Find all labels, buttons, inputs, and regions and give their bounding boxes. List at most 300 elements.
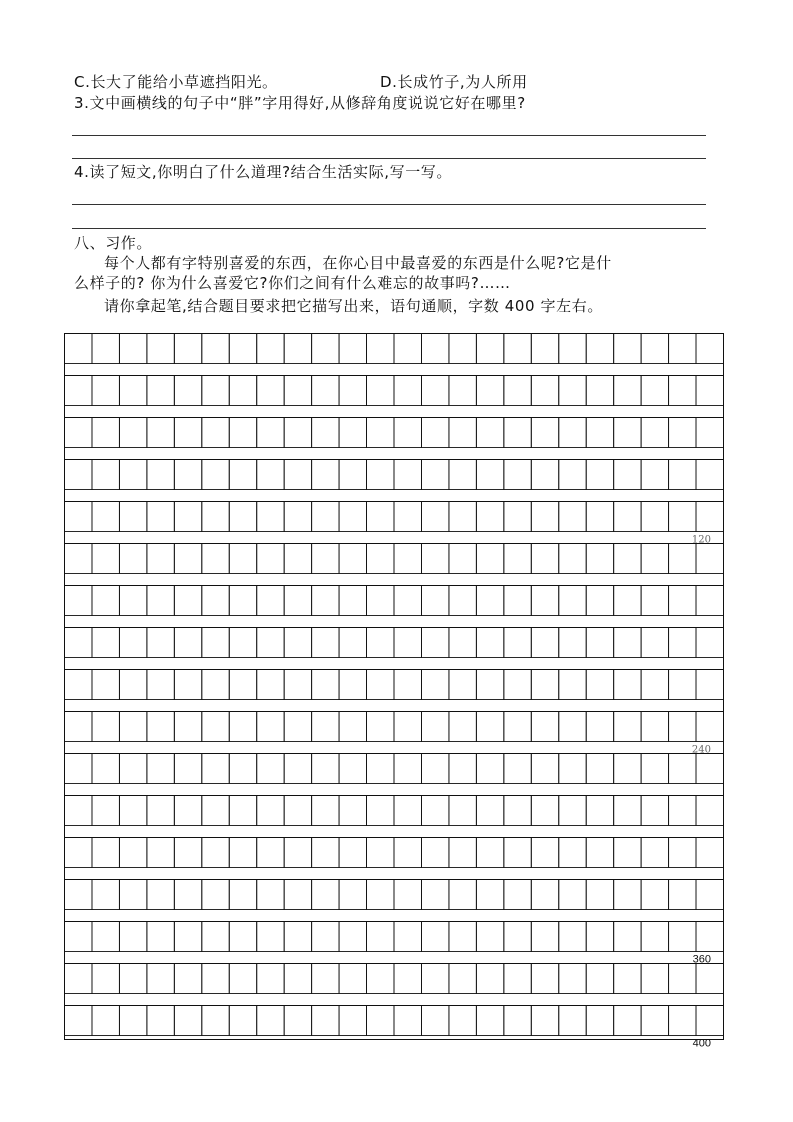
grid-row[interactable] xyxy=(65,880,724,910)
grid-cell[interactable] xyxy=(339,712,366,742)
grid-cell[interactable] xyxy=(339,670,366,700)
grid-cell[interactable] xyxy=(257,502,284,532)
grid-cell[interactable] xyxy=(421,334,448,364)
grid-cell[interactable] xyxy=(65,628,92,658)
grid-cell[interactable] xyxy=(614,628,641,658)
grid-cell[interactable] xyxy=(65,460,92,490)
grid-cell[interactable] xyxy=(421,796,448,826)
grid-cell[interactable] xyxy=(202,880,229,910)
grid-cell[interactable] xyxy=(449,418,476,448)
grid-cell[interactable] xyxy=(504,712,531,742)
grid-cell[interactable] xyxy=(669,628,696,658)
grid-cell[interactable] xyxy=(174,544,201,574)
grid-cell[interactable] xyxy=(421,418,448,448)
grid-cell[interactable] xyxy=(367,586,394,616)
grid-cell[interactable] xyxy=(119,502,146,532)
grid-cell[interactable] xyxy=(284,796,311,826)
grid-cell[interactable] xyxy=(476,376,503,406)
grid-cell[interactable] xyxy=(284,964,311,994)
grid-cell[interactable] xyxy=(559,418,586,448)
grid-cell[interactable] xyxy=(614,670,641,700)
grid-cell[interactable] xyxy=(257,754,284,784)
grid-cell[interactable] xyxy=(257,544,284,574)
grid-cell[interactable] xyxy=(559,796,586,826)
grid-row[interactable] xyxy=(65,628,724,658)
grid-cell[interactable] xyxy=(174,880,201,910)
grid-cell[interactable] xyxy=(586,334,613,364)
grid-cell[interactable] xyxy=(641,754,668,784)
grid-cell[interactable] xyxy=(449,964,476,994)
grid-cell[interactable] xyxy=(449,376,476,406)
grid-cell[interactable] xyxy=(696,712,723,742)
grid-cell[interactable] xyxy=(531,418,558,448)
grid-cell[interactable] xyxy=(531,628,558,658)
grid-cell[interactable] xyxy=(202,712,229,742)
grid-cell[interactable] xyxy=(394,880,421,910)
grid-cell[interactable] xyxy=(284,334,311,364)
grid-cell[interactable] xyxy=(312,418,339,448)
grid-cell[interactable] xyxy=(641,628,668,658)
grid-cell[interactable] xyxy=(174,964,201,994)
answer-line-q3-2[interactable] xyxy=(72,158,706,159)
grid-cell[interactable] xyxy=(586,880,613,910)
grid-cell[interactable] xyxy=(257,586,284,616)
grid-cell[interactable] xyxy=(394,628,421,658)
grid-cell[interactable] xyxy=(696,670,723,700)
grid-cell[interactable] xyxy=(147,502,174,532)
grid-cell[interactable] xyxy=(449,334,476,364)
grid-cell[interactable] xyxy=(119,712,146,742)
grid-cell[interactable] xyxy=(504,1006,531,1036)
grid-cell[interactable] xyxy=(614,754,641,784)
grid-cell[interactable] xyxy=(367,712,394,742)
grid-cell[interactable] xyxy=(257,712,284,742)
grid-row[interactable] xyxy=(65,964,724,994)
grid-cell[interactable] xyxy=(696,964,723,994)
grid-cell[interactable] xyxy=(92,544,119,574)
grid-cell[interactable] xyxy=(367,628,394,658)
grid-cell[interactable] xyxy=(92,586,119,616)
grid-cell[interactable] xyxy=(229,670,256,700)
grid-cell[interactable] xyxy=(202,922,229,952)
grid-cell[interactable] xyxy=(504,922,531,952)
grid-cell[interactable] xyxy=(504,796,531,826)
grid-cell[interactable] xyxy=(394,964,421,994)
grid-cell[interactable] xyxy=(257,418,284,448)
grid-cell[interactable] xyxy=(476,922,503,952)
grid-cell[interactable] xyxy=(614,544,641,574)
grid-cell[interactable] xyxy=(586,796,613,826)
grid-cell[interactable] xyxy=(669,796,696,826)
grid-cell[interactable] xyxy=(476,670,503,700)
grid-row[interactable] xyxy=(65,1006,724,1036)
grid-cell[interactable] xyxy=(476,1006,503,1036)
grid-cell[interactable] xyxy=(559,376,586,406)
grid-cell[interactable] xyxy=(696,460,723,490)
grid-cell[interactable] xyxy=(229,502,256,532)
grid-cell[interactable] xyxy=(449,460,476,490)
grid-cell[interactable] xyxy=(476,586,503,616)
grid-cell[interactable] xyxy=(449,754,476,784)
grid-cell[interactable] xyxy=(229,376,256,406)
grid-cell[interactable] xyxy=(669,880,696,910)
grid-cell[interactable] xyxy=(202,334,229,364)
grid-cell[interactable] xyxy=(696,922,723,952)
grid-cell[interactable] xyxy=(339,418,366,448)
grid-cell[interactable] xyxy=(696,502,723,532)
grid-cell[interactable] xyxy=(367,838,394,868)
grid-cell[interactable] xyxy=(229,796,256,826)
grid-cell[interactable] xyxy=(669,712,696,742)
grid-cell[interactable] xyxy=(284,502,311,532)
grid-cell[interactable] xyxy=(257,796,284,826)
grid-cell[interactable] xyxy=(586,922,613,952)
grid-row[interactable] xyxy=(65,460,724,490)
grid-cell[interactable] xyxy=(696,838,723,868)
grid-cell[interactable] xyxy=(147,334,174,364)
grid-cell[interactable] xyxy=(174,838,201,868)
grid-cell[interactable] xyxy=(586,1006,613,1036)
grid-cell[interactable] xyxy=(394,334,421,364)
grid-cell[interactable] xyxy=(119,964,146,994)
grid-cell[interactable] xyxy=(284,922,311,952)
grid-row[interactable] xyxy=(65,922,724,952)
grid-cell[interactable] xyxy=(339,1006,366,1036)
grid-cell[interactable] xyxy=(174,334,201,364)
grid-cell[interactable] xyxy=(394,670,421,700)
grid-cell[interactable] xyxy=(202,460,229,490)
grid-cell[interactable] xyxy=(92,334,119,364)
grid-cell[interactable] xyxy=(312,712,339,742)
grid-row[interactable] xyxy=(65,502,724,532)
grid-row[interactable] xyxy=(65,418,724,448)
grid-cell[interactable] xyxy=(174,1006,201,1036)
grid-cell[interactable] xyxy=(531,334,558,364)
grid-cell[interactable] xyxy=(119,880,146,910)
grid-cell[interactable] xyxy=(586,838,613,868)
grid-cell[interactable] xyxy=(696,376,723,406)
grid-cell[interactable] xyxy=(202,502,229,532)
grid-cell[interactable] xyxy=(229,418,256,448)
grid-cell[interactable] xyxy=(65,796,92,826)
grid-cell[interactable] xyxy=(202,418,229,448)
grid-cell[interactable] xyxy=(119,586,146,616)
grid-cell[interactable] xyxy=(421,1006,448,1036)
grid-cell[interactable] xyxy=(229,880,256,910)
grid-cell[interactable] xyxy=(449,838,476,868)
grid-cell[interactable] xyxy=(147,460,174,490)
grid-cell[interactable] xyxy=(586,964,613,994)
grid-cell[interactable] xyxy=(394,754,421,784)
grid-cell[interactable] xyxy=(669,544,696,574)
grid-cell[interactable] xyxy=(614,796,641,826)
grid-cell[interactable] xyxy=(229,586,256,616)
grid-cell[interactable] xyxy=(669,1006,696,1036)
grid-cell[interactable] xyxy=(394,460,421,490)
grid-cell[interactable] xyxy=(312,460,339,490)
grid-cell[interactable] xyxy=(476,628,503,658)
grid-cell[interactable] xyxy=(504,460,531,490)
grid-cell[interactable] xyxy=(586,502,613,532)
grid-cell[interactable] xyxy=(394,586,421,616)
grid-cell[interactable] xyxy=(586,754,613,784)
grid-cell[interactable] xyxy=(229,334,256,364)
grid-cell[interactable] xyxy=(174,586,201,616)
grid-cell[interactable] xyxy=(229,754,256,784)
writing-grid[interactable] xyxy=(64,333,724,1050)
grid-cell[interactable] xyxy=(284,838,311,868)
grid-cell[interactable] xyxy=(421,922,448,952)
grid-row[interactable] xyxy=(65,670,724,700)
grid-row[interactable] xyxy=(65,376,724,406)
writing-grid-svg[interactable] xyxy=(64,333,724,1050)
grid-cell[interactable] xyxy=(174,670,201,700)
grid-cell[interactable] xyxy=(119,334,146,364)
grid-cell[interactable] xyxy=(421,838,448,868)
grid-cell[interactable] xyxy=(476,712,503,742)
grid-cell[interactable] xyxy=(312,922,339,952)
grid-cell[interactable] xyxy=(394,418,421,448)
grid-cell[interactable] xyxy=(476,838,503,868)
grid-cell[interactable] xyxy=(119,376,146,406)
grid-cell[interactable] xyxy=(614,712,641,742)
grid-cell[interactable] xyxy=(65,712,92,742)
grid-cell[interactable] xyxy=(394,796,421,826)
grid-cell[interactable] xyxy=(119,418,146,448)
grid-cell[interactable] xyxy=(449,796,476,826)
grid-cell[interactable] xyxy=(531,376,558,406)
grid-cell[interactable] xyxy=(229,1006,256,1036)
grid-cell[interactable] xyxy=(476,796,503,826)
grid-cell[interactable] xyxy=(696,586,723,616)
grid-cell[interactable] xyxy=(119,670,146,700)
grid-cell[interactable] xyxy=(641,1006,668,1036)
grid-cell[interactable] xyxy=(92,880,119,910)
grid-cell[interactable] xyxy=(257,376,284,406)
grid-cell[interactable] xyxy=(394,712,421,742)
grid-cell[interactable] xyxy=(312,544,339,574)
grid-cell[interactable] xyxy=(284,670,311,700)
grid-cell[interactable] xyxy=(92,796,119,826)
grid-cell[interactable] xyxy=(559,460,586,490)
grid-row[interactable] xyxy=(65,754,724,784)
grid-cell[interactable] xyxy=(504,670,531,700)
grid-row[interactable] xyxy=(65,334,724,364)
grid-cell[interactable] xyxy=(669,460,696,490)
grid-cell[interactable] xyxy=(202,628,229,658)
grid-cell[interactable] xyxy=(202,544,229,574)
grid-cell[interactable] xyxy=(614,964,641,994)
grid-cell[interactable] xyxy=(531,670,558,700)
grid-cell[interactable] xyxy=(92,376,119,406)
grid-cell[interactable] xyxy=(367,460,394,490)
grid-cell[interactable] xyxy=(367,418,394,448)
grid-cell[interactable] xyxy=(312,334,339,364)
grid-cell[interactable] xyxy=(641,922,668,952)
grid-cell[interactable] xyxy=(559,334,586,364)
grid-cell[interactable] xyxy=(476,544,503,574)
grid-cell[interactable] xyxy=(614,1006,641,1036)
grid-cell[interactable] xyxy=(559,964,586,994)
grid-cell[interactable] xyxy=(641,460,668,490)
grid-cell[interactable] xyxy=(531,1006,558,1036)
grid-cell[interactable] xyxy=(531,502,558,532)
grid-cell[interactable] xyxy=(367,376,394,406)
grid-cell[interactable] xyxy=(92,712,119,742)
grid-cell[interactable] xyxy=(614,586,641,616)
grid-cell[interactable] xyxy=(202,796,229,826)
grid-cell[interactable] xyxy=(449,586,476,616)
grid-cell[interactable] xyxy=(614,376,641,406)
grid-cell[interactable] xyxy=(669,754,696,784)
grid-cell[interactable] xyxy=(696,544,723,574)
grid-cell[interactable] xyxy=(641,586,668,616)
grid-row[interactable] xyxy=(65,712,724,742)
grid-cell[interactable] xyxy=(641,838,668,868)
grid-cell[interactable] xyxy=(531,838,558,868)
grid-cell[interactable] xyxy=(641,670,668,700)
grid-cell[interactable] xyxy=(504,334,531,364)
grid-cell[interactable] xyxy=(641,376,668,406)
grid-cell[interactable] xyxy=(586,712,613,742)
grid-cell[interactable] xyxy=(339,754,366,784)
grid-cell[interactable] xyxy=(367,1006,394,1036)
grid-cell[interactable] xyxy=(92,460,119,490)
grid-cell[interactable] xyxy=(394,838,421,868)
grid-cell[interactable] xyxy=(559,502,586,532)
grid-cell[interactable] xyxy=(696,418,723,448)
grid-cell[interactable] xyxy=(65,586,92,616)
grid-cell[interactable] xyxy=(641,334,668,364)
grid-cell[interactable] xyxy=(421,880,448,910)
grid-cell[interactable] xyxy=(641,502,668,532)
grid-cell[interactable] xyxy=(531,712,558,742)
grid-cell[interactable] xyxy=(367,502,394,532)
grid-cell[interactable] xyxy=(421,628,448,658)
grid-cell[interactable] xyxy=(476,754,503,784)
grid-cell[interactable] xyxy=(147,670,174,700)
grid-cell[interactable] xyxy=(586,670,613,700)
grid-cell[interactable] xyxy=(449,544,476,574)
grid-row[interactable] xyxy=(65,544,724,574)
grid-cell[interactable] xyxy=(394,1006,421,1036)
grid-cell[interactable] xyxy=(449,922,476,952)
grid-cell[interactable] xyxy=(449,670,476,700)
grid-cell[interactable] xyxy=(284,754,311,784)
grid-cell[interactable] xyxy=(147,796,174,826)
grid-cell[interactable] xyxy=(202,1006,229,1036)
grid-cell[interactable] xyxy=(504,418,531,448)
grid-cell[interactable] xyxy=(92,922,119,952)
grid-cell[interactable] xyxy=(65,1006,92,1036)
grid-cell[interactable] xyxy=(284,460,311,490)
grid-cell[interactable] xyxy=(421,586,448,616)
grid-cell[interactable] xyxy=(614,922,641,952)
grid-cell[interactable] xyxy=(174,922,201,952)
grid-row[interactable] xyxy=(65,586,724,616)
grid-cell[interactable] xyxy=(586,460,613,490)
grid-cell[interactable] xyxy=(339,334,366,364)
grid-cell[interactable] xyxy=(229,922,256,952)
grid-cell[interactable] xyxy=(339,880,366,910)
grid-row[interactable] xyxy=(65,838,724,868)
grid-cell[interactable] xyxy=(65,754,92,784)
grid-cell[interactable] xyxy=(449,712,476,742)
answer-line-q4-1[interactable] xyxy=(72,204,706,205)
grid-cell[interactable] xyxy=(339,586,366,616)
grid-cell[interactable] xyxy=(65,544,92,574)
grid-cell[interactable] xyxy=(92,754,119,784)
grid-cell[interactable] xyxy=(257,1006,284,1036)
grid-cell[interactable] xyxy=(147,712,174,742)
grid-cell[interactable] xyxy=(614,460,641,490)
grid-cell[interactable] xyxy=(504,964,531,994)
grid-cell[interactable] xyxy=(669,586,696,616)
grid-cell[interactable] xyxy=(421,544,448,574)
grid-cell[interactable] xyxy=(65,922,92,952)
grid-cell[interactable] xyxy=(174,712,201,742)
grid-cell[interactable] xyxy=(147,964,174,994)
grid-cell[interactable] xyxy=(92,502,119,532)
grid-cell[interactable] xyxy=(696,1006,723,1036)
grid-cell[interactable] xyxy=(257,922,284,952)
grid-cell[interactable] xyxy=(119,922,146,952)
grid-cell[interactable] xyxy=(476,502,503,532)
grid-cell[interactable] xyxy=(531,922,558,952)
grid-cell[interactable] xyxy=(174,628,201,658)
grid-cell[interactable] xyxy=(449,628,476,658)
grid-cell[interactable] xyxy=(504,502,531,532)
grid-cell[interactable] xyxy=(119,838,146,868)
grid-cell[interactable] xyxy=(312,376,339,406)
grid-cell[interactable] xyxy=(119,460,146,490)
grid-cell[interactable] xyxy=(312,754,339,784)
grid-cell[interactable] xyxy=(531,754,558,784)
grid-cell[interactable] xyxy=(394,376,421,406)
grid-cell[interactable] xyxy=(504,376,531,406)
grid-cell[interactable] xyxy=(339,922,366,952)
grid-cell[interactable] xyxy=(119,544,146,574)
grid-cell[interactable] xyxy=(147,838,174,868)
grid-cell[interactable] xyxy=(284,544,311,574)
grid-cell[interactable] xyxy=(65,964,92,994)
grid-cell[interactable] xyxy=(614,334,641,364)
grid-cell[interactable] xyxy=(65,502,92,532)
grid-cell[interactable] xyxy=(174,376,201,406)
grid-cell[interactable] xyxy=(202,586,229,616)
grid-cell[interactable] xyxy=(119,1006,146,1036)
grid-cell[interactable] xyxy=(421,670,448,700)
grid-cell[interactable] xyxy=(531,544,558,574)
grid-cell[interactable] xyxy=(449,1006,476,1036)
grid-cell[interactable] xyxy=(421,712,448,742)
grid-row[interactable] xyxy=(65,796,724,826)
grid-cell[interactable] xyxy=(367,754,394,784)
grid-cell[interactable] xyxy=(119,796,146,826)
answer-line-q3-1[interactable] xyxy=(72,135,706,136)
grid-cell[interactable] xyxy=(147,922,174,952)
grid-cell[interactable] xyxy=(614,502,641,532)
grid-cell[interactable] xyxy=(394,544,421,574)
grid-cell[interactable] xyxy=(669,502,696,532)
grid-cell[interactable] xyxy=(257,628,284,658)
grid-cell[interactable] xyxy=(696,796,723,826)
grid-cell[interactable] xyxy=(504,754,531,784)
grid-cell[interactable] xyxy=(147,418,174,448)
grid-cell[interactable] xyxy=(202,754,229,784)
grid-cell[interactable] xyxy=(147,376,174,406)
grid-cell[interactable] xyxy=(284,586,311,616)
